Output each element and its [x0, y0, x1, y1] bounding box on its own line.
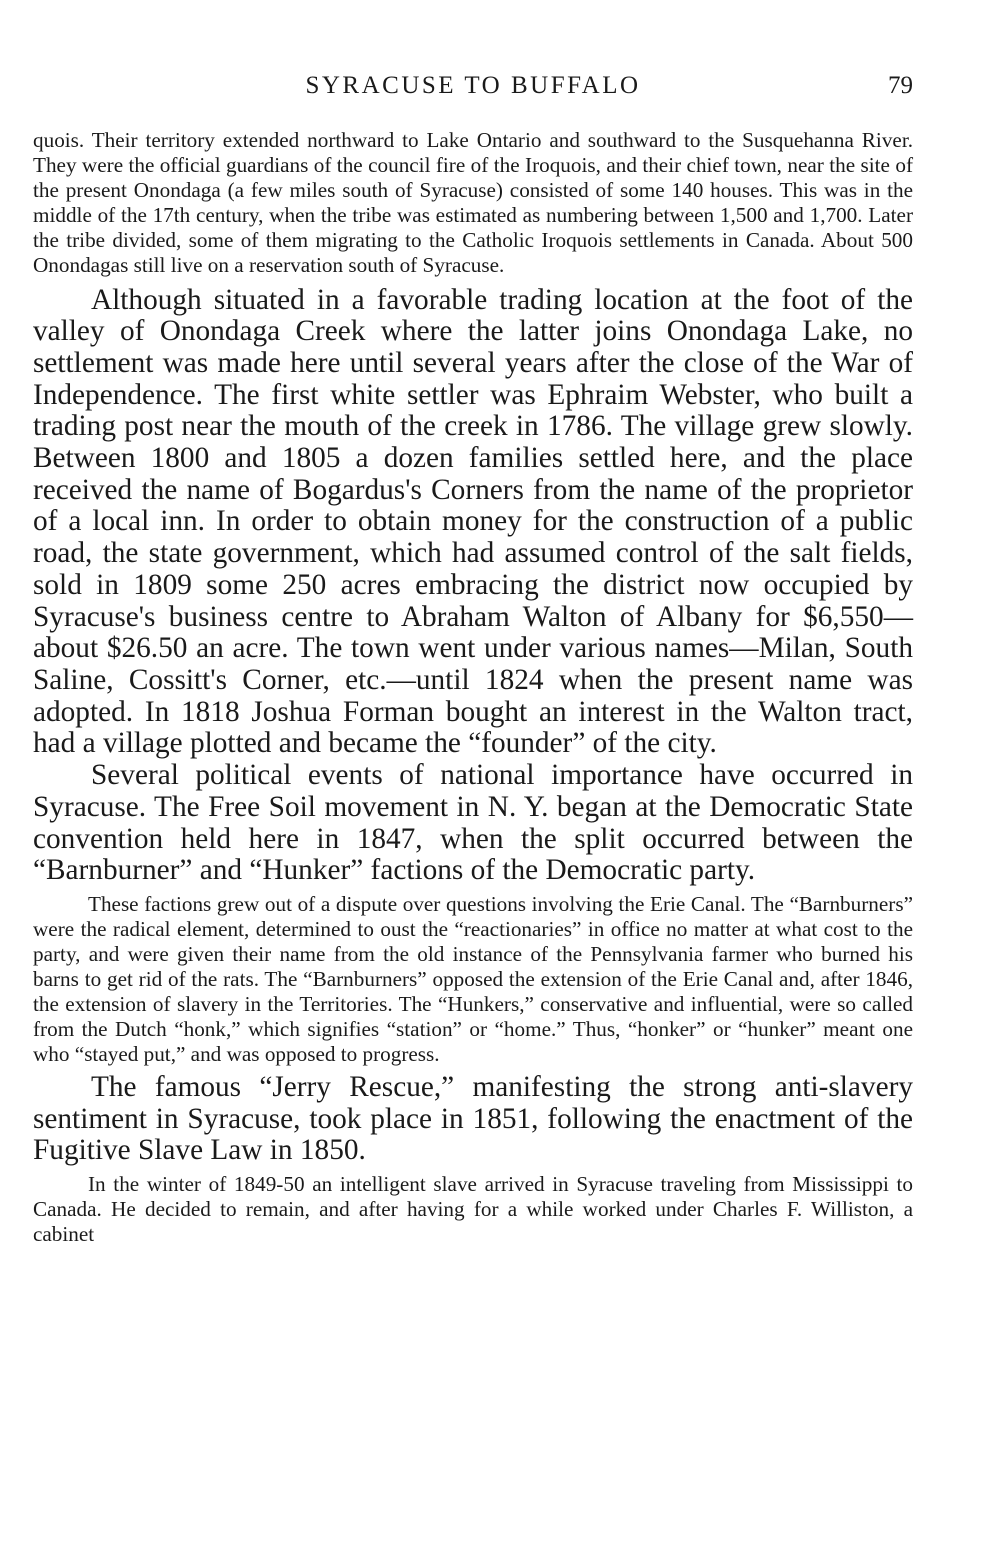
note-factions: These factions grew out of a dispute over questions involving the Erie Canal. The “Barnburners” were the radical element, determined to oust the “reactionaries” in office no matter at what cost to the party, and were given their name from the old instance of the Pennsylvania farmer who burned his barns to get rid of the rats. The “Barnburners” opposed the extension of the Erie Canal and, after 1846, the extension of slavery in the Territories. The “Hunkers,” conservative and influential, were so called from the Dutch “honk,” which signifies “station” or “home.” Thus, “honker” or “hunker” meant one who “stayed put,” and was opposed to progress. [33, 891, 913, 1066]
running-title: SYRACUSE TO BUFFALO [305, 72, 641, 99]
page-number: 79 [888, 72, 913, 99]
book-page [33, 72, 913, 1247]
paragraph-jerry-rescue: The famous “Jerry Rescue,” manifesting the strong anti-slavery sentiment in Syracuse, took place in 1851, following the enactment of the Fugitive Slave Law in 1850. [33, 1070, 913, 1167]
paragraph-onondaga-tribe: quois. Their territory extended northward to Lake Ontario and southward to the Susquehanna River. They were the official guardians of the council fire of the Iroquois, and their chief town, near the site of the present Onondaga (a few miles south of Syracuse) consisted of some 140 houses. This was in the middle of the 17th century, when the tribe was estimated as numbering between 1,500 and 1,700. Later the tribe divided, some of them migrating to the Catholic Iroquois settlements in Canada. About 500 Onondagas still live on a reservation south of Syracuse. [33, 128, 913, 278]
paragraph-settlement-history: Although situated in a favorable trading location at the foot of the valley of Onondaga Creek where the latter joins Onondaga Lake, no settlement was made here until several years after the close of the War of Independence. The first white settler was Ephraim Webster, who built a trading post near the mouth of the creek in 1786. The village grew slowly. Between 1800 and 1805 a dozen families settled here, and the place received the name of Bogardus's Corners from the name of the proprietor of a local inn. In order to obtain money for the construction of a public road, the state government, which had assumed control of the salt fields, sold in 1809 some 250 acres embracing the district now occupied by Syracuse's business centre to Abraham Walton of Albany for $6,550—about $26.50 an acre. The town went under various names—Milan, South Saline, Cossitt's Corner, etc.—until 1824 when the present name was adopted. In 1818 Joshua Forman bought an interest in the Walton tract, had a village plotted and became the “founder” of the city. [33, 283, 913, 760]
paragraph-political-events: Several political events of national importance have occurred in Syracuse. The Free Soil movement in N. Y. began at the Democratic State convention held here in 1847, when the split occurred between the “Barnburner” and “Hunker” factions of the Democratic party. [33, 759, 913, 887]
running-head [33, 72, 913, 106]
note-slave-story: In the winter of 1849-50 an intelligent slave arrived in Syracuse traveling from Mississippi to Canada. He decided to remain, and after having for a while worked under Charles F. Williston, a cabinet [33, 1172, 913, 1247]
